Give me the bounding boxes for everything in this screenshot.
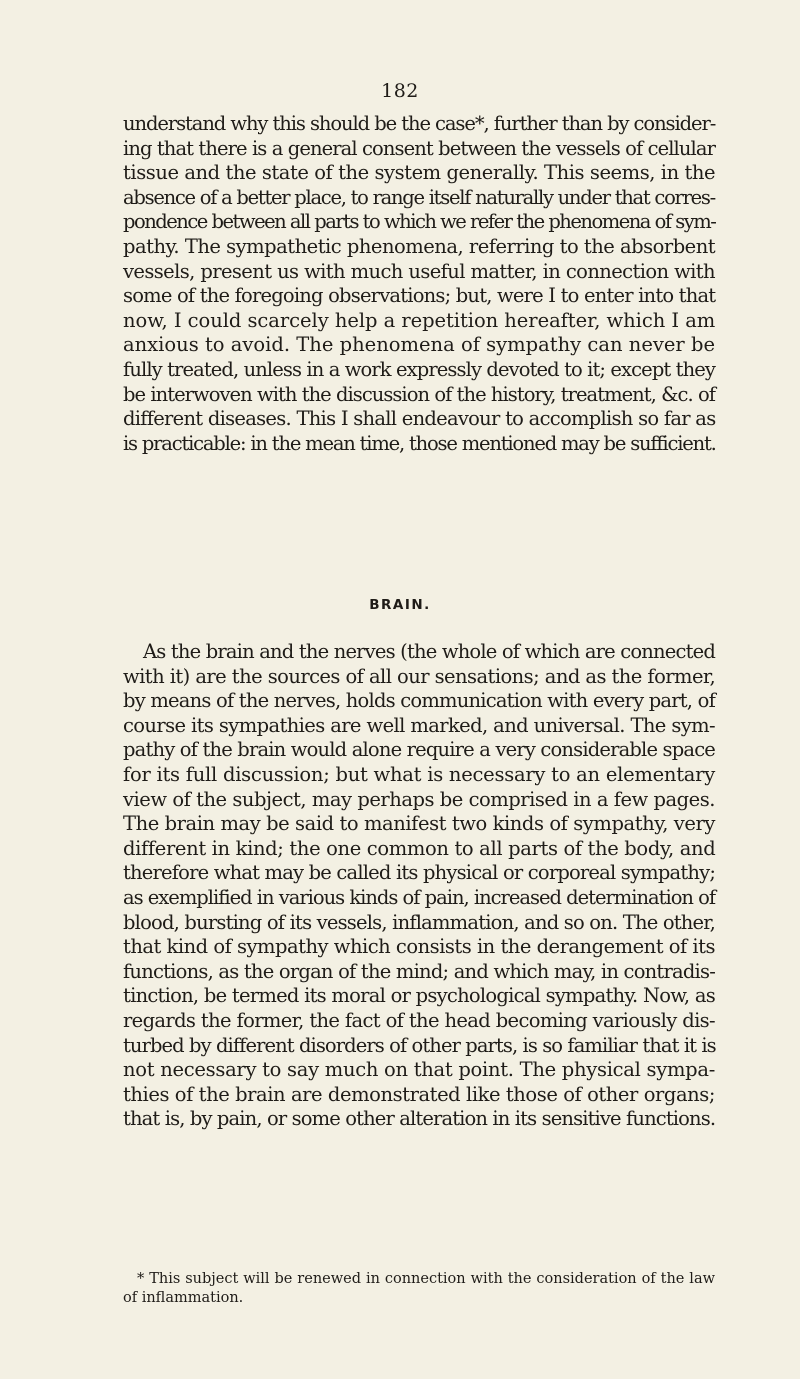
text-line: view of the subject, may perhaps be comprised in a few pages.: [123, 787, 715, 811]
text-line: now, I could scarcely help a repetition hereafter, which I am: [123, 308, 716, 332]
text-line: absence of a better place, to range itself naturally under that corres-: [123, 185, 715, 209]
text-line: anxious to avoid. The phenomena of sympathy can never be: [123, 333, 715, 357]
text-line: pathy of the brain would alone require a very considerable space: [123, 738, 715, 762]
footnote: [123, 1270, 715, 1308]
paragraph-1: [123, 112, 715, 456]
text-line: fully treated, unless in a work expressly devoted to it; except they: [123, 357, 716, 381]
section-heading: BRAIN.: [369, 597, 431, 613]
text-line: functions, as the organ of the mind; and which may, in contradis-: [123, 959, 716, 983]
page-number: 182: [381, 80, 419, 102]
text-line: with it) are the sources of all our sensations; and as the former,: [123, 664, 716, 688]
text-line: ing that there is a general consent between the vessels of cellular: [123, 136, 715, 160]
text-line: turbed by different disorders of other parts, is so familiar that it is: [123, 1033, 716, 1057]
text-line: by means of the nerves, holds communication with every part, of: [123, 689, 715, 713]
text-line: understand why this should be the case*, further than by consider-: [123, 112, 716, 135]
text-line: regards the former, the fact of the head becoming variously dis-: [123, 1008, 715, 1032]
text-line: some of the foregoing observations; but, were I to enter into that: [123, 284, 716, 308]
text-line: pondence between all parts to which we refer the phenomena of sym-: [123, 210, 716, 234]
text-line: that is, by pain, or some other alteration in its sensitive functions.: [123, 1107, 716, 1131]
footnote-line: of inflammation.: [123, 1290, 244, 1306]
text-line: not necessary to say much on that point. The physical sympa-: [123, 1058, 716, 1082]
text-line: for its full discussion; but what is necessary to an elementary: [123, 762, 715, 786]
text-line: As the brain and the nerves (the whole of which are connected: [143, 640, 715, 663]
text-line: The brain may be said to manifest two kinds of sympathy, very: [123, 812, 715, 836]
text-line: be interwoven with the discussion of the history, treatment, &c. of: [123, 382, 715, 406]
footnote-line: * This subject will be renewed in connection with the consideration of the law: [137, 1271, 715, 1287]
text-line: therefore what may be called its physical or corporeal sympathy;: [123, 861, 716, 885]
text-line: tinction, be termed its moral or psychological sympathy. Now, as: [123, 984, 715, 1008]
text-line: different in kind; the one common to all parts of the body, and: [123, 836, 716, 860]
text-line: different diseases. This I shall endeavour to accomplish so far as: [123, 407, 716, 431]
text-line: pathy. The sympathetic phenomena, referring to the absorbent: [123, 234, 716, 258]
paragraph-2: [123, 640, 715, 1132]
text-line: is practicable: in the mean time, those mentioned may be sufficient.: [123, 431, 716, 455]
text-line: thies of the brain are demonstrated like those of other organs;: [123, 1082, 716, 1106]
text-line: as exemplified in various kinds of pain, increased determination of: [123, 885, 716, 909]
text-line: tissue and the state of the system generally. This seems, in the: [123, 161, 716, 185]
text-line: vessels, present us with much useful matter, in connection with: [123, 259, 715, 283]
text-line: blood, bursting of its vessels, inflammation, and so on. The other,: [123, 910, 716, 934]
text-line: course its sympathies are well marked, and universal. The sym-: [123, 713, 715, 737]
text-line: that kind of sympathy which consists in the derangement of its: [123, 935, 715, 959]
